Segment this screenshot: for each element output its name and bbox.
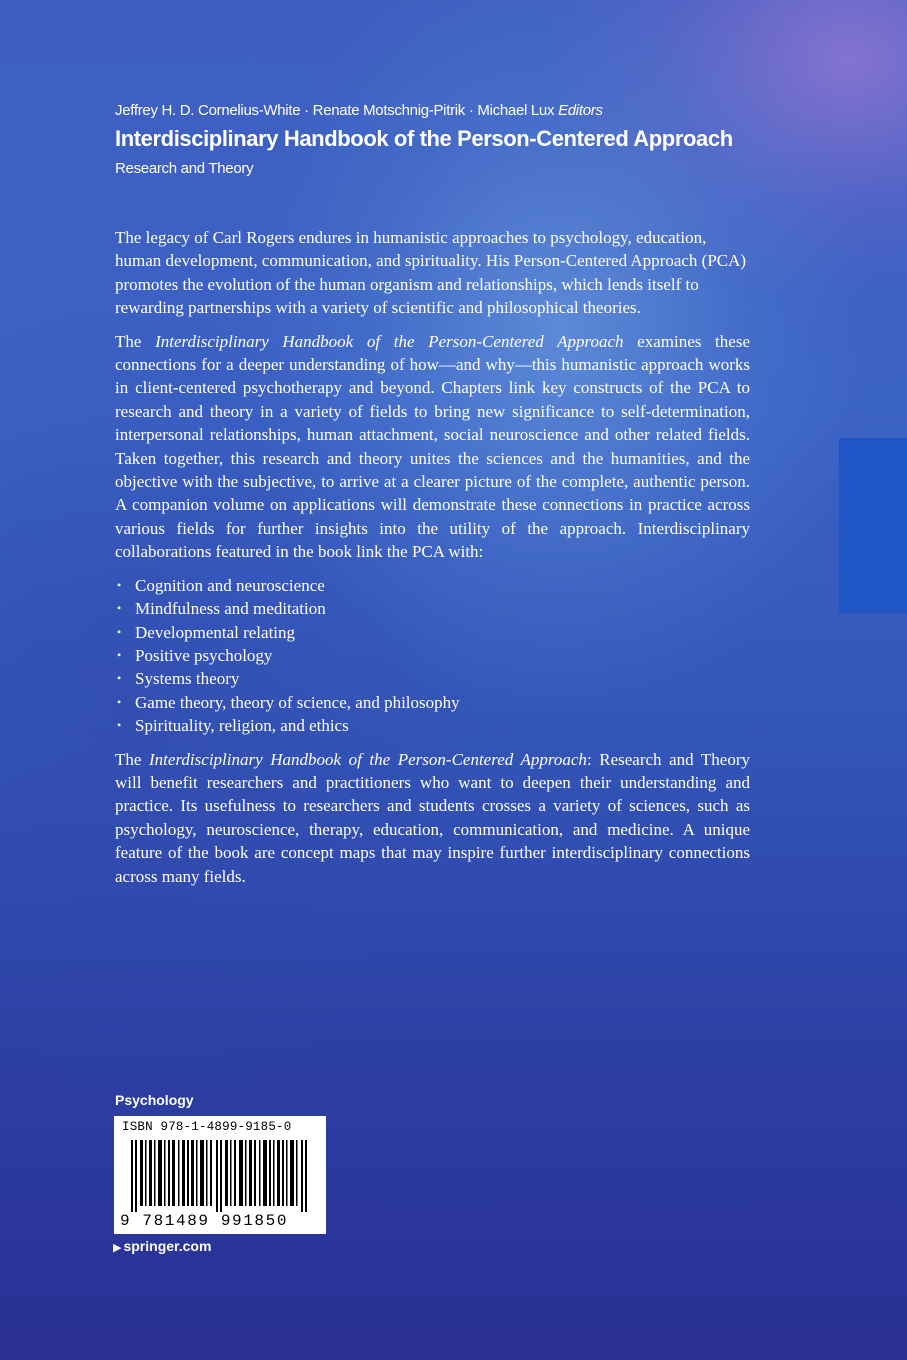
publisher-link[interactable] [113,1238,211,1254]
list-item [115,574,750,597]
list-item-label: Positive psychology [135,645,273,665]
barcode-bars [131,1140,311,1212]
blurb-paragraph-1: The legacy of Carl Rogers endures in humanistic approaches to psychology, education, human development, communication, and spirituality. His Person-Centered Approach (PCA) promotes the evolution of the human organism and relationships, which lends itself to rewarding partnerships with a variety of scientific and philosophical theories. [115,228,747,318]
bullet-icon: • [117,671,122,686]
bullet-icon: • [117,601,122,616]
paragraph-3-text: : Research and Theory will benefit researchers and practitioners who want to deepen their understanding and practice. Its usefulness to researchers and students crosses a variety of sciences, such as psychology, neuroscience, therapy, education, communication, and medicine. A unique feature of the book are concept maps that may inspire further interdisciplinary connections across many fields. [115,749,751,886]
list-item-label: Systems theory [135,669,240,689]
list-item [115,597,750,620]
list-item [115,621,750,644]
list-item-label: Mindfulness and meditation [135,599,326,619]
publisher-url[interactable]: springer.com [123,1238,212,1254]
list-item-label: Developmental relating [135,622,296,642]
list-item-label: Game theory, theory of science, and philosophy [135,692,460,712]
paragraph-2-prefix: The [115,331,156,351]
list-item [115,667,750,690]
book-header [115,100,835,180]
blurb-paragraph-2 [115,330,750,564]
editors-role: Editors [558,102,603,119]
editors-names: Jeffrey H. D. Cornelius-White · Renate Motschnig-Pitrik · Michael Lux [115,102,555,119]
fields-list [115,574,750,738]
list-item [115,644,750,667]
paragraph-2-text: examines these connections for a deeper understanding of how—and why—this humanistic approach works in client-centered psychotherapy and beyond. Chapters link key constructs of the PCA to research and theory in a variety of fields to bring new significance to self-determination, interpersonal relationships, human attachment, social neuroscience and other related fields. Taken together, this research and theory unites the sciences and the humanities, and the objective with the subjective, to arrive at a clearer picture of the complete, authentic person. A companion volume on applications will demonstrate these connections in practice across various fields for further insights into the utility of the approach. Interdisciplinary collaborations featured in the book link the PCA with: [115,331,750,562]
list-item [115,691,750,714]
bullet-icon: • [117,624,122,639]
list-item-label: Cognition and neuroscience [135,575,325,595]
bullet-icon: • [117,647,122,662]
isbn-number: ISBN 978-1-4899-9185-0 [122,1120,292,1134]
ean-digits: 9 781489 991850 [120,1212,289,1230]
spine-color-tab [839,438,907,613]
book-subtitle: Research and Theory [115,160,254,177]
bullet-icon: • [117,577,122,592]
bullet-icon: • [117,718,122,733]
list-item [115,714,750,737]
list-item-label: Spirituality, religion, and ethics [135,716,349,736]
paragraph-2-book-title: Interdisciplinary Handbook of the Person-Centered Approach [155,331,624,351]
subject-category: Psychology [115,1092,194,1108]
book-title: Interdisciplinary Handbook of the Person-Centered Approach [115,126,733,151]
paragraph-3-prefix: The [115,749,150,769]
arrow-right-icon: ▶ [113,1242,122,1254]
bullet-icon: • [117,694,122,709]
isbn-barcode [114,1116,326,1234]
blurb [115,226,750,898]
blurb-paragraph-3 [115,748,750,888]
editors-line [115,100,835,122]
paragraph-3-book-title: Interdisciplinary Handbook of the Person-Centered Approach [149,749,587,769]
